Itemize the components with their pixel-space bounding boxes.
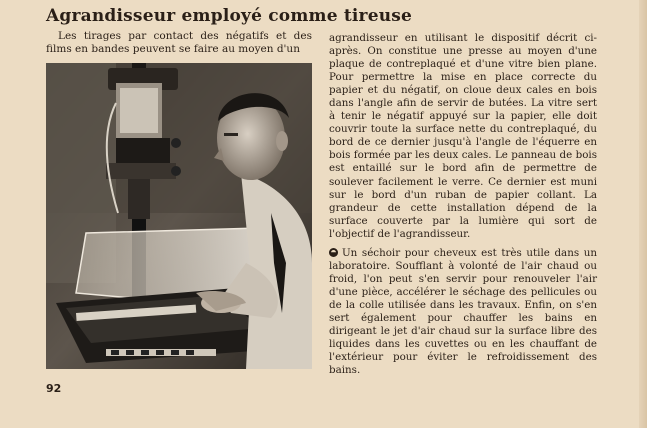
intro-text: Les tirages par contact des négatifs et des films en bandes peuvent se faire au moyen d'un bbox=[46, 30, 312, 55]
article-title: Agrandisseur employé comme tireuse bbox=[46, 6, 413, 26]
paragraph-sechoir-text: Un séchoir pour cheveux est très utile dans un laboratoire. Soufflant à volonté de l'air chaud ou froid, l'on peut s'en servir pour renouveler l'air d'une pièce, accélérer le séchage des pellicules ou de la colle utilisée dans les travaux. Enfin, on s'en sert également pour chauffer les bains en dirigeant le jet d'air chaud sur la surface libre des liquides dans les cuvettes ou en les chauffant de l'extérieur pour éviter le refroidissement des bains. bbox=[329, 246, 597, 377]
paragraph-presse: agrandisseur en utilisant le dispositif décrit ci-après. On constitue une presse au moyen d'une plaque de contreplaqué et d'une vitre bien plane. Pour permettre la mise en place correcte du papier et du négatif, on cloue deux cales en bois dans l'angle afin de servir de butées. La vitre sert à tenir le négatif appuyé sur la papier, elle doit couvrir toute la surface nette du contreplaqué, du bord de ce dernier jusqu'à l'angle de l'équerre en bois formée par les deux cales. Le panneau de bois est entaillé sur le bord afin de permettre de soulever facilement le verre. Ce dernier est muni sur le bord d'un ruban de papier collant. La grandeur de cette installation dépend de la surface couverte par la lumière qui sort de l'objectif de l'agrandisseur. bbox=[329, 32, 597, 240]
bullet-icon bbox=[329, 248, 338, 257]
photo-illustration bbox=[46, 63, 312, 369]
page-edge bbox=[639, 0, 647, 428]
paragraph-sechoir bbox=[329, 247, 597, 377]
page-number: 92 bbox=[46, 382, 62, 395]
photo-enlarger-man bbox=[46, 63, 312, 369]
body-column-right bbox=[329, 32, 597, 377]
